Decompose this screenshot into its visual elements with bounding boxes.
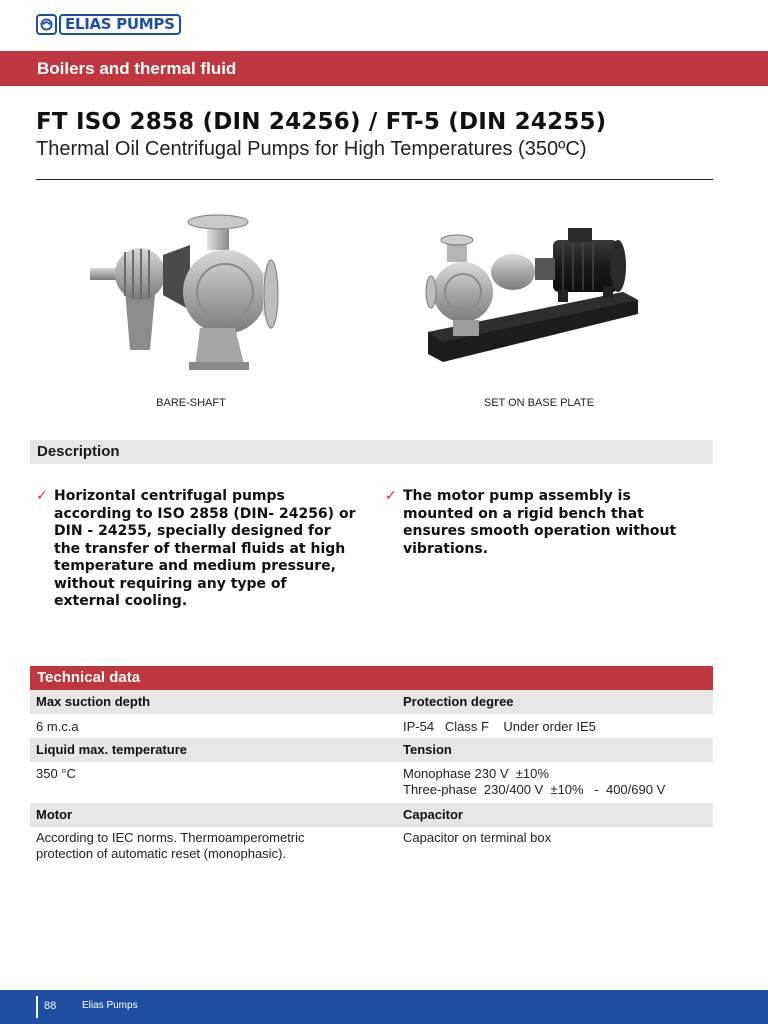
- base-plate-pump-image: [423, 222, 655, 372]
- description-bullet: [36, 488, 356, 611]
- description-heading: Description: [37, 443, 120, 460]
- brand-name: ELIAS PUMPS: [59, 14, 181, 35]
- bare-shaft-label: BARE-SHAFT: [156, 397, 226, 409]
- bare-shaft-pump-image: [85, 210, 285, 380]
- tension-value: Monophase 230 V ±10% Three-phase 230/400 V ±10% - 400/690 V: [403, 766, 666, 797]
- page-number: 88: [44, 1000, 57, 1012]
- brand-logo: [36, 14, 181, 35]
- check-icon: ✓: [36, 488, 48, 504]
- footer-brand: Elias Pumps: [82, 1000, 138, 1011]
- pump-logo-icon: [36, 14, 57, 35]
- liquid-temp-value: 350 °C: [36, 766, 76, 781]
- footer-divider: [36, 996, 38, 1018]
- product-subtitle: Thermal Oil Centrifugal Pumps for High Temperatures (350ºC): [36, 138, 587, 160]
- capacitor-value: Capacitor on terminal box: [403, 830, 552, 845]
- title-divider: [36, 179, 713, 180]
- capacitor-label: Capacitor: [403, 807, 463, 822]
- motor-value: According to IEC norms. Thermoamperometric protection of automatic reset (monophasic).: [36, 830, 305, 861]
- section-header: [0, 51, 768, 86]
- base-plate-label: SET ON BASE PLATE: [483, 397, 595, 409]
- bullet-text: The motor pump assembly is mounted on a rigid bench that ensures smooth operation without vibrations.: [403, 488, 677, 557]
- motor-label: Motor: [36, 807, 73, 822]
- bullet-text: Horizontal centrifugal pumps according to ISO 2858 (DIN- 24256) or DIN - 24255, specially designed for the transfer of thermal fluids at high temperature and medium pressure, without requiring any type of external cooling.: [54, 488, 356, 609]
- liquid-temp-label: Liquid max. temperature: [36, 742, 187, 757]
- description-bullet: [385, 488, 705, 558]
- technical-data-header: [30, 666, 713, 690]
- max-suction-label: Max suction depth: [36, 694, 151, 709]
- table-row-header: [30, 803, 713, 827]
- section-title: Boilers and thermal fluid: [37, 59, 237, 78]
- protection-degree-label: Protection degree: [403, 694, 514, 709]
- description-header: [30, 440, 713, 464]
- product-title: FT ISO 2858 (DIN 24256) / FT-5 (DIN 24255): [36, 109, 607, 135]
- protection-degree-value: IP-54 Class F Under order IE5: [403, 719, 596, 734]
- tension-label: Tension: [403, 742, 452, 757]
- technical-data-heading: Technical data: [37, 669, 141, 686]
- check-icon: ✓: [385, 488, 397, 504]
- page-footer: [0, 990, 768, 1024]
- max-suction-value: 6 m.c.a: [36, 719, 79, 734]
